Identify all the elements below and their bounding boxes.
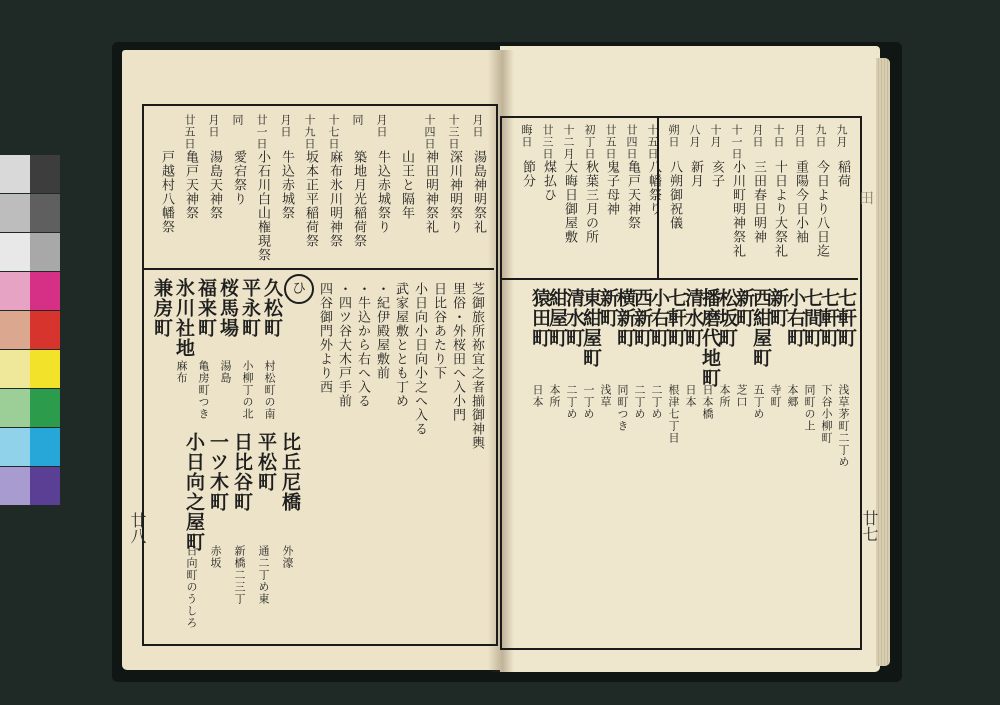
festival-entry-head: 月日 (207, 114, 220, 138)
street-entry-head: 平永町 (239, 278, 261, 338)
street-entry-head: 小右町 (648, 288, 670, 348)
street-entry-head: 新町 (597, 288, 619, 328)
festival-entry-head: 廿四日 (625, 124, 638, 160)
calibration-swatch (30, 194, 60, 232)
festival-entry-head: 同 (231, 114, 244, 126)
color-calibration-strip (0, 155, 60, 505)
calibration-swatch (0, 194, 30, 232)
calibration-swatch (30, 389, 60, 427)
route-note-text: ・牛込から右へ入る (355, 282, 370, 408)
festival-entry-text: 湯島天神祭 (207, 150, 222, 220)
street-entry-note: 五丁め (752, 384, 765, 420)
street-entry-head: 西新町 (631, 288, 653, 348)
festival-entry-head: 月日 (751, 124, 764, 148)
street-entry-head: 紺屋町 (546, 288, 568, 348)
festival-entry-head: 十三日 (447, 114, 460, 150)
street-entry-head: 七間町 (801, 288, 823, 348)
festival-entry-text: 小石川白山権現祭 (255, 150, 270, 262)
street-entry-head: 七軒町 (818, 288, 840, 348)
route-note-text: 武家屋敷ととも丁め (393, 282, 408, 408)
street-entry-note: 一丁め (582, 384, 595, 420)
route-note-text: 四谷御門外より西 (317, 282, 332, 394)
festival-entry-text: 今日より八日迄 (814, 160, 829, 258)
right-folio: 廿七 (860, 510, 879, 542)
left-folio: 廿八 (128, 512, 147, 544)
festival-entry-head: 廿五日 (183, 114, 196, 150)
festival-entry-text: 築地月光稲荷祭 (351, 150, 366, 248)
calibration-swatch (30, 272, 60, 310)
street-entry-note: 亀房町つき (197, 360, 210, 420)
street-entry-note: 日本橋 (701, 384, 714, 420)
calibration-swatch (0, 467, 30, 505)
street-entry-note: 日本 (684, 384, 697, 408)
calibration-swatch (0, 233, 30, 271)
festival-entry-text: 湯島神明祭礼 (471, 150, 486, 234)
festival-entry-text: 鬼子母神 (604, 160, 619, 216)
street-entry-head: 七軒町 (835, 288, 857, 348)
calibration-swatch (30, 311, 60, 349)
street-entry-head: 清水町 (563, 288, 585, 348)
street-entry-note: 芝口 (735, 384, 748, 408)
festival-entry-text: 新月 (688, 160, 703, 188)
right-divider (502, 278, 858, 280)
street-entry-note: 浅草茅町二丁め (837, 384, 850, 468)
calibration-swatch (30, 467, 60, 505)
festival-entry-head: 月日 (375, 114, 388, 138)
route-note-text: ・四ツ谷大木戸手前 (336, 282, 351, 408)
street-entry-head: 氷川社地 (173, 278, 195, 358)
festival-entry-text: 三田春日明神 (751, 160, 766, 244)
street-entry-note: 根津七丁目 (667, 384, 680, 444)
festival-entry-text: 亀戸天神祭 (625, 160, 640, 230)
street-entry-head: 福来町 (195, 278, 217, 338)
street-entry-head: 西紺屋町 (750, 288, 772, 368)
calibration-swatch (30, 428, 60, 466)
street-entry-note: 本所 (718, 384, 731, 408)
festival-entry-head: 同 (351, 114, 364, 126)
festival-entry-text: 大晦日御屋敷 (562, 160, 577, 244)
section-mark: ひ (284, 274, 314, 304)
festival-entry-head: 十五日 (646, 124, 659, 160)
street-entry-note: 下谷小柳町 (820, 384, 833, 444)
street-entry-note: 本郷 (786, 384, 799, 408)
festival-entry-text: 小川町明神祭礼 (730, 160, 745, 258)
street-entry-note: 本所 (548, 384, 561, 408)
festival-entry-text: 八朔御祝儀 (667, 160, 682, 230)
festival-entry-head: 十月 (709, 124, 722, 148)
street-entry-head: 久松町 (261, 278, 283, 338)
festival-entry-head: 月日 (471, 114, 484, 138)
route-note-text: ・紀伊殿屋敷前 (374, 282, 389, 380)
street-entry-note: 二丁め (565, 384, 578, 420)
street-entry-head: 猿田町 (529, 288, 551, 348)
street-entry-head: 播磨代地町 (699, 288, 721, 388)
festival-entry-text: 深川神明祭り (447, 150, 462, 234)
street-entry-note: 小柳丁の北 (241, 360, 254, 420)
festival-entry-head: 九日 (814, 124, 827, 148)
page-edge (876, 58, 890, 666)
street-entry-head: 七軒町 (665, 288, 687, 348)
street-entry-note: 村松町の南 (263, 360, 276, 420)
festival-entry-text: 亀戸天神祭 (183, 150, 198, 220)
festival-entry-text: 重陽今日小袖 (793, 160, 808, 244)
festival-entry-head: 廿五日 (604, 124, 617, 160)
street-entry-head: 東紺屋町 (580, 288, 602, 368)
festival-entry-head: 十九日 (303, 114, 316, 150)
festival-entry-text: 山王と隔年 (399, 150, 414, 220)
festival-entry-head: 月日 (793, 124, 806, 148)
calibration-swatch (30, 233, 60, 271)
festival-entry-head: 十一日 (730, 124, 743, 160)
calibration-swatch (0, 389, 30, 427)
festival-entry-head: 十日 (772, 124, 785, 148)
street-entry-note: 赤坂 (209, 545, 222, 569)
street-entry-note: 新橋二三丁 (233, 545, 246, 605)
festival-entry-head: 晦日 (520, 124, 533, 148)
festival-entry-text: 愛宕祭り (231, 150, 246, 206)
festival-entry-head: 十七日 (327, 114, 340, 150)
street-entry-note: 同町つき (616, 384, 629, 432)
festival-entry-text: 神田明神祭礼 (423, 150, 438, 234)
calibration-swatch (0, 272, 30, 310)
calibration-swatch (0, 428, 30, 466)
festival-entry-text: 牛込赤城祭り (375, 150, 390, 234)
festival-entry-head: 初丁日 (583, 124, 596, 160)
festival-entry-head: 九月 (835, 124, 848, 148)
festival-entry-text: 煤払ひ (541, 160, 556, 202)
festival-entry-text: 亥子 (709, 160, 724, 188)
street-entry-head: 桜馬場 (217, 278, 239, 338)
calibration-swatch (0, 311, 30, 349)
street-entry-note: 同町の上 (803, 384, 816, 432)
street-entry-head: 新町 (767, 288, 789, 328)
street-entry-note: 通二丁め東 (257, 545, 270, 605)
street-entry-head: 一ツ木町 (207, 432, 229, 512)
street-entry-note: 寺町 (769, 384, 782, 408)
festival-entry-text: 牛込赤城祭 (279, 150, 294, 220)
street-entry-head: 平松町 (255, 432, 277, 492)
calibration-swatch (0, 155, 30, 193)
street-entry-note: 麻布 (175, 360, 188, 384)
festival-entry-head: 月日 (279, 114, 292, 138)
street-entry-head: 松坂町 (716, 288, 738, 348)
festival-entry-head: 八月 (688, 124, 701, 148)
route-note-text: 日比谷あたり下 (431, 282, 446, 380)
festival-entry-head: 廿一日 (255, 114, 268, 150)
calibration-swatch (0, 350, 30, 388)
festival-entry-head: 朔日 (667, 124, 680, 148)
festival-entry-text: 坂本正平稲荷祭 (303, 150, 318, 248)
festival-entry-head: 廿三日 (541, 124, 554, 160)
street-entry-head: 清水町 (682, 288, 704, 348)
street-entry-head: 日比谷町 (231, 432, 253, 512)
street-entry-head: 小日向之屋町 (183, 432, 205, 552)
festival-entry-head: 十二月 (562, 124, 575, 160)
festival-entry-text: 戸越村八幡祭 (159, 150, 174, 234)
route-note-text: 芝御旅所祢宜之者揃御神輿 (469, 282, 484, 450)
street-entry-head: 新町 (733, 288, 755, 328)
street-entry-head: 兼房町 (151, 278, 173, 338)
street-entry-head: 比丘尼橋 (279, 432, 301, 512)
street-entry-note: 日向町のうしろ (185, 545, 198, 629)
route-note-text: 小日向小日向小之へ入る (412, 282, 427, 436)
street-entry-note: 二丁め (633, 384, 646, 420)
festival-entry-text: 八幡祭り (646, 160, 661, 216)
street-entry-note: 二丁め (650, 384, 663, 420)
edge-note: 田 (857, 190, 875, 205)
street-entry-note: 日本 (531, 384, 544, 408)
route-note-text: 里俗・外桜田へ入小門 (450, 282, 465, 422)
festival-entry-text: 十日より大祭礼 (772, 160, 787, 258)
calibration-swatch (30, 350, 60, 388)
left-divider (144, 268, 494, 270)
street-entry-head: 横新町 (614, 288, 636, 348)
festival-entry-text: 麻布氷川明神祭 (327, 150, 342, 248)
festival-entry-text: 節分 (520, 160, 535, 188)
street-entry-note: 浅草 (599, 384, 612, 408)
festival-entry-head: 十四日 (423, 114, 436, 150)
street-entry-note: 外濠 (281, 545, 294, 569)
festival-entry-text: 秋葉三月の所 (583, 160, 598, 244)
festival-entry-text: 稲荷 (835, 160, 850, 188)
street-entry-head: 小右町 (784, 288, 806, 348)
calibration-swatch (30, 155, 60, 193)
street-entry-note: 湯島 (219, 360, 232, 384)
